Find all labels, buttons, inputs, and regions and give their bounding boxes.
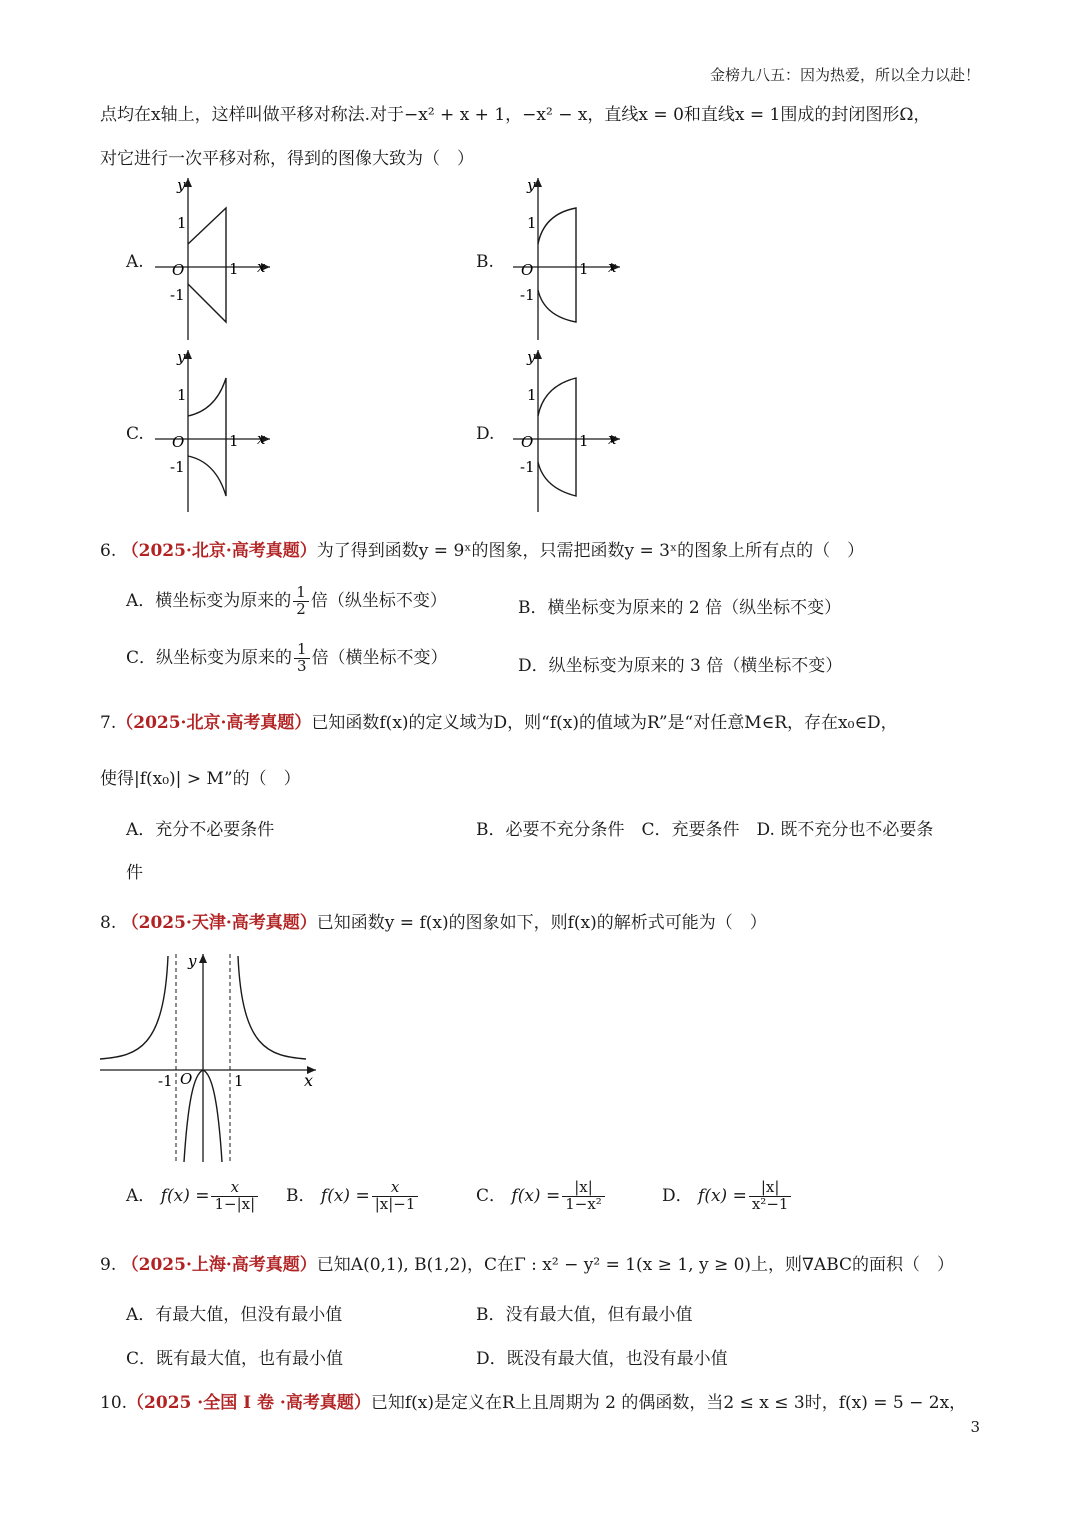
frac-num: 1 (294, 642, 310, 659)
tick-minus-one-y: -1 (520, 286, 535, 304)
q5-graph-a (150, 172, 280, 344)
option-label: D． (662, 1185, 693, 1206)
tick-one-x: 1 (579, 260, 589, 278)
q7-source: （2025·北京·高考真题） (116, 713, 312, 733)
q5-option-b-label: B. (476, 252, 494, 272)
axis-y-label: y (177, 348, 186, 366)
page-number: 3 (970, 1418, 980, 1436)
tick-one-y: 1 (527, 214, 537, 232)
q7-option-d-tail: 件 (126, 863, 143, 883)
fraction-one-third (294, 642, 310, 675)
q8-number: 8. (100, 913, 117, 933)
q6-option-b: B．横坐标变为原来的 2 倍（纵坐标不变） (518, 598, 842, 618)
axis-x-label: x (608, 430, 617, 448)
axis-y-label: y (188, 952, 197, 970)
q5-graph-c (150, 344, 280, 516)
q9-option-a: A．有最大值，但没有最小值 (126, 1305, 343, 1325)
q5-text-line2: 对它进行一次平移对称，得到的图像大致为（ ） (100, 149, 474, 169)
tick-one-x: 1 (229, 432, 239, 450)
frac-den: 2 (296, 599, 306, 618)
axis-y-label: y (177, 176, 186, 194)
q5-graph-d (508, 344, 638, 516)
tick-one-y: 1 (527, 386, 537, 404)
q6-option-d: D．纵坐标变为原来的 3 倍（横坐标不变） (518, 656, 843, 676)
q6-option-c-post: 倍（横坐标不变） (311, 647, 448, 668)
tick-one-x: 1 (229, 260, 239, 278)
q8-source: （2025·天津·高考真题） (121, 913, 317, 933)
page-header: 金榜九八五：因为热爱，所以全力以赴！ (709, 66, 980, 84)
q7-stem (100, 708, 898, 733)
q5-option-d-label: D. (476, 424, 495, 444)
q6-option-a (126, 585, 447, 618)
q10-stem (100, 1388, 966, 1413)
formula-lhs: f(x) = (511, 1185, 561, 1206)
axis-x-label: x (257, 430, 266, 448)
q5-graph-b (508, 172, 638, 344)
q6-option-c-pre: C．纵坐标变为原来的 (126, 647, 293, 668)
tick-minus-one-y: -1 (170, 286, 185, 304)
q7-options-bcd: B．必要不充分条件 C．充要条件 D. 既不充分也不必要条 (476, 820, 934, 840)
q7-number: 7. (100, 713, 117, 733)
fraction-one-half (293, 585, 309, 618)
q7-option-a: A．充分不必要条件 (126, 820, 275, 840)
q7-text-line2: 使得|f(x₀)| > M”的（ ） (100, 769, 301, 789)
tick-one-y: 1 (177, 214, 187, 232)
q9-option-c: C．既有最大值，也有最小值 (126, 1349, 344, 1369)
axis-x-label: x (608, 258, 617, 276)
q5-option-c-label: C. (126, 424, 144, 444)
formula-fraction: $\frac{|x|}{\text{x²−1}}$ (749, 1180, 792, 1213)
q8-option-a (126, 1180, 260, 1213)
q5-option-a-label: A. (126, 252, 144, 272)
axis-x-label: x (304, 1071, 314, 1090)
q8-option-d (662, 1180, 793, 1213)
origin-label: O (172, 433, 185, 451)
formula-fraction: $\frac{|x|}{\text{1−x²}}$ (562, 1180, 605, 1213)
option-label: A． (126, 1185, 156, 1206)
q9-text: 已知A(0,1), B(1,2)，C在Γ : x² − y² = 1(x ≥ 1, y ≥ 0)上，则∇ABC的面积（ ） (316, 1255, 955, 1275)
q8-text: 已知函数y = f(x)的图象如下，则f(x)的解析式可能为（ ） (316, 913, 767, 933)
formula-fraction: $\frac{x}{|x|-1}$ (372, 1180, 419, 1213)
q6-text: 为了得到函数y = 9ˣ的图象，只需把函数y = 3ˣ的图象上所有点的（ ） (316, 541, 865, 561)
formula-lhs: f(x) = (160, 1185, 210, 1206)
q6-number: 6. (100, 541, 117, 561)
option-label: B． (286, 1185, 316, 1206)
formula-lhs: f(x) = (320, 1185, 370, 1206)
origin-label: O (521, 261, 534, 279)
q8-option-c (476, 1180, 607, 1213)
q9-number: 9. (100, 1255, 117, 1275)
formula-fraction: $\frac{x}{1-|x|}$ (211, 1180, 258, 1213)
tick-one-x: 1 (579, 432, 589, 450)
q6-source: （2025·北京·高考真题） (121, 541, 317, 561)
q10-text: 已知f(x)是定义在R上且周期为 2 的偶函数，当2 ≤ x ≤ 3时，f(x) = 5 − 2x， (370, 1393, 967, 1413)
origin-label: O (180, 1070, 193, 1088)
formula-lhs: f(x) = (698, 1185, 747, 1206)
q8-option-b (286, 1180, 420, 1213)
q10-source: （2025 ·全国 I 卷 ·高考真题） (127, 1393, 371, 1413)
q10-number: 10. (100, 1393, 128, 1413)
axis-y-label: y (527, 348, 536, 366)
q9-option-b: B．没有最大值，但有最小值 (476, 1305, 693, 1325)
q6-stem (100, 536, 864, 561)
q6-option-a-pre: A．横坐标变为原来的 (126, 590, 292, 611)
q9-option-d: D．既没有最大值，也没有最小值 (476, 1349, 728, 1369)
frac-den: 3 (297, 656, 307, 675)
option-label: C． (476, 1185, 507, 1206)
origin-label: O (172, 261, 185, 279)
axis-y-label: y (527, 176, 536, 194)
frac-num: 1 (293, 585, 309, 602)
tick-one-x: 1 (234, 1072, 244, 1090)
origin-label: O (521, 433, 534, 451)
q8-graph (98, 950, 328, 1166)
q6-option-c (126, 642, 448, 675)
q9-stem (100, 1250, 954, 1275)
q8-stem (100, 908, 767, 933)
q5-text-line1: 点均在x轴上，这样叫做平移对称法.对于−x² + x + 1，−x² − x，直线x = 0和直线x = 1围成的封闭图形Ω， (100, 105, 931, 125)
q9-source: （2025·上海·高考真题） (121, 1255, 317, 1275)
tick-minus-one-x: -1 (158, 1072, 173, 1090)
q6-option-a-post: 倍（纵坐标不变） (310, 590, 447, 611)
axis-x-label: x (257, 258, 266, 276)
tick-one-y: 1 (177, 386, 187, 404)
q7-text: 已知函数f(x)的定义域为D，则“f(x)的值域为R”是“对任意M∈R，存在x₀∈D， (311, 713, 898, 733)
tick-minus-one-y: -1 (520, 458, 535, 476)
tick-minus-one-y: -1 (170, 458, 185, 476)
